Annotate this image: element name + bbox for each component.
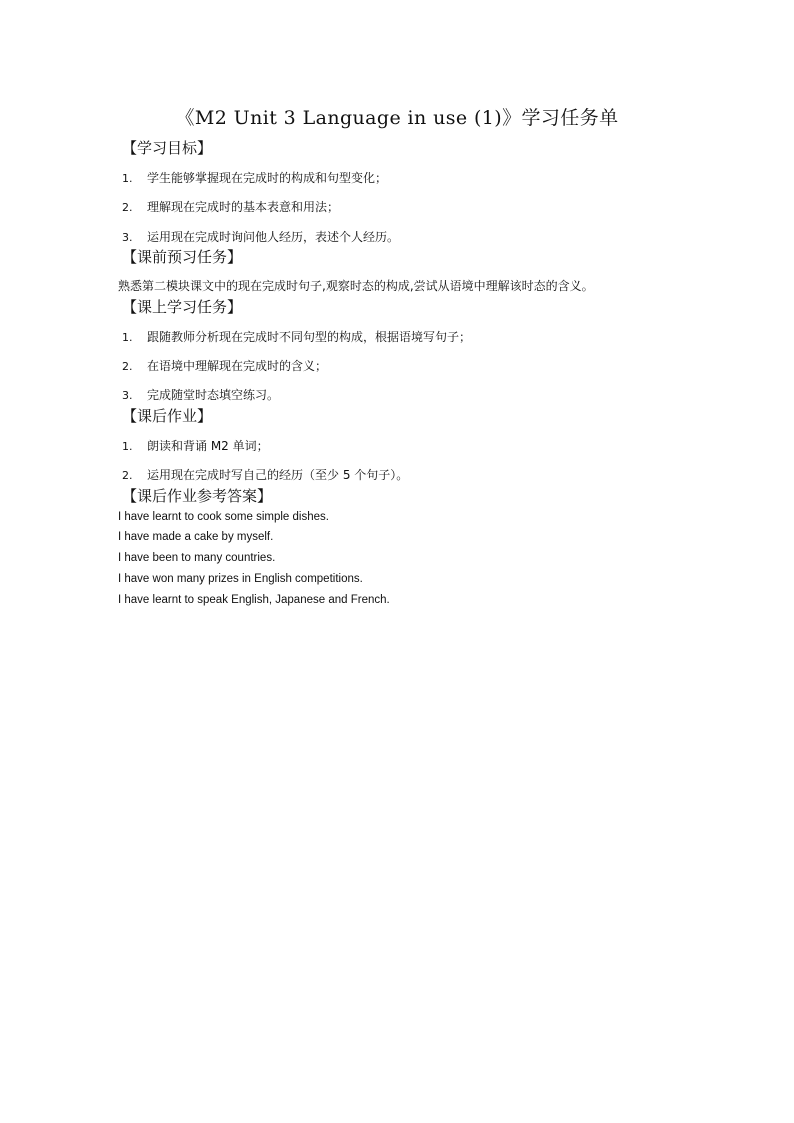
objective-item-2 <box>122 199 339 216</box>
class-tasks-heading: 【课上学习任务】 <box>122 298 243 316</box>
objective-item-3 <box>122 229 399 246</box>
answer-line-1: I have learnt to cook some simple dishes. <box>118 511 329 523</box>
objective-item-3-number: 3. <box>122 231 133 244</box>
class-task-item-2-number: 2. <box>122 360 133 373</box>
objective-item-1 <box>122 170 387 187</box>
answer-line-2: I have made a cake by myself. <box>118 531 274 543</box>
document-title: 《M2 Unit 3 Language in use (1)》学习任务单 <box>175 107 619 129</box>
answer-line-4: I have won many prizes in English competitions. <box>118 573 363 585</box>
homework-item-1-text: 朗读和背诵 M2 单词； <box>147 439 269 453</box>
homework-item-1-number: 1. <box>122 440 133 453</box>
answers-heading: 【课后作业参考答案】 <box>122 487 273 505</box>
objectives-heading: 【学习目标】 <box>122 139 213 157</box>
class-task-item-1 <box>122 329 471 346</box>
preview-text: 熟悉第二模块课文中的现在完成时句子,观察时态的构成,尝试从语境中理解该时态的含义。 <box>118 279 594 293</box>
class-task-item-3 <box>122 387 279 404</box>
class-task-item-1-number: 1. <box>122 331 133 344</box>
class-task-item-2-text: 在语境中理解现在完成时的含义； <box>147 359 328 373</box>
homework-item-2 <box>122 467 408 484</box>
answer-line-3: I have been to many countries. <box>118 552 276 564</box>
homework-heading: 【课后作业】 <box>122 407 213 425</box>
objective-item-2-text: 理解现在完成时的基本表意和用法； <box>147 200 340 214</box>
objective-item-1-number: 1. <box>122 172 133 185</box>
class-task-item-1-text: 跟随教师分析现在完成时不同句型的构成，根据语境写句子； <box>147 330 472 344</box>
class-task-item-3-number: 3. <box>122 389 133 402</box>
preview-heading: 【课前预习任务】 <box>122 248 243 266</box>
objective-item-1-text: 学生能够掌握现在完成时的构成和句型变化； <box>147 171 388 185</box>
homework-item-2-number: 2. <box>122 469 133 482</box>
objective-item-2-number: 2. <box>122 201 133 214</box>
objective-item-3-text: 运用现在完成时询问他人经历，表述个人经历。 <box>147 230 400 244</box>
homework-item-2-text: 运用现在完成时写自己的经历（至少 5 个句子）。 <box>147 468 409 482</box>
class-task-item-3-text: 完成随堂时态填空练习。 <box>147 388 280 402</box>
class-task-item-2 <box>122 358 327 375</box>
homework-item-1 <box>122 438 269 455</box>
answer-line-5: I have learnt to speak English, Japanese and French. <box>118 594 390 606</box>
